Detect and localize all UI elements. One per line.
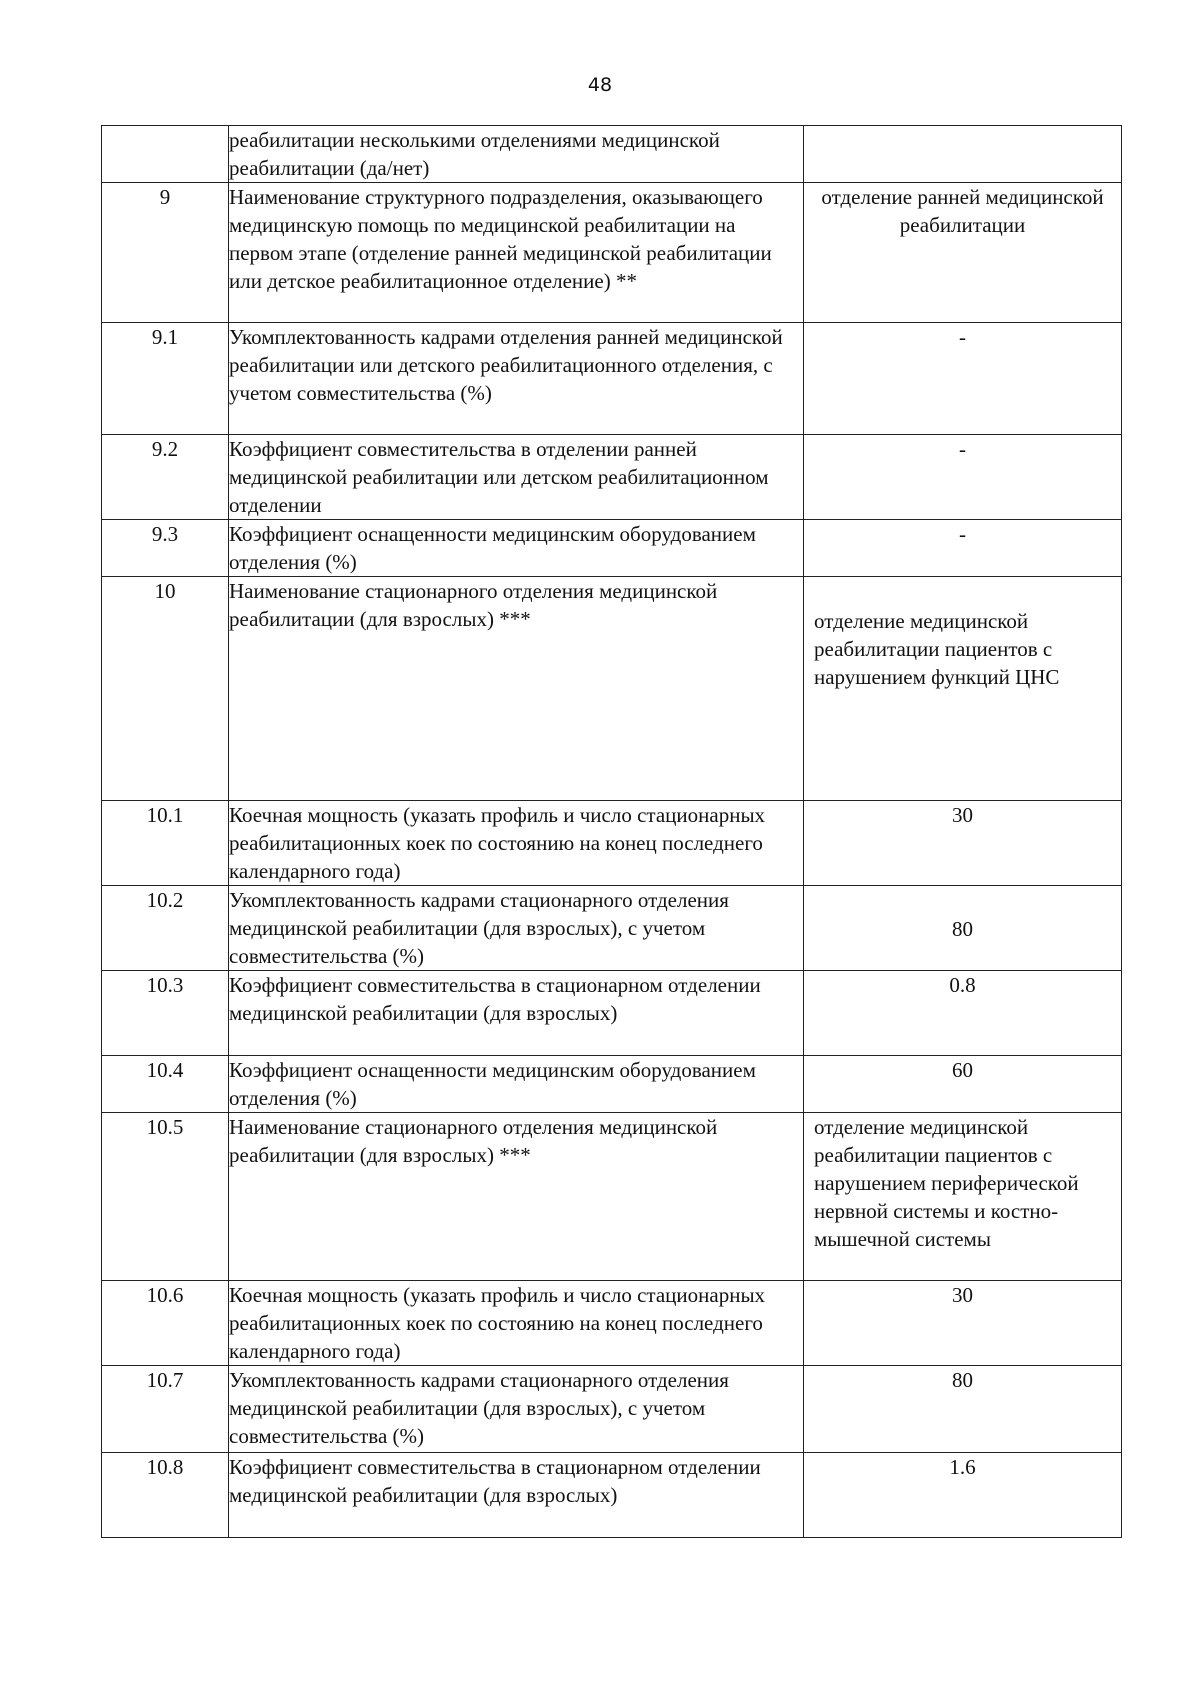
row-description: Коэффициент оснащенности медицинским оборудованием отделения (%) <box>229 520 804 577</box>
row-description: Укомплектованность кадрами стационарного отделения медицинской реабилитации (для взрослых), с учетом совместительства (%) <box>229 1366 804 1453</box>
row-description: Коэффициент совместительства в стационарном отделении медицинской реабилитации (для взрослых) <box>229 1453 804 1538</box>
row-value: 60 <box>804 1056 1122 1113</box>
row-number <box>102 126 229 183</box>
row-value <box>804 126 1122 183</box>
row-description: Коэффициент оснащенности медицинским оборудованием отделения (%) <box>229 1056 804 1113</box>
table-row <box>102 971 1122 1056</box>
row-description: Коечная мощность (указать профиль и число стационарных реабилитационных коек по состоянию на конец последнего календарного года) <box>229 1281 804 1366</box>
row-number: 10.4 <box>102 1056 229 1113</box>
row-value: отделение медицинской реабилитации пациентов с нарушением функций ЦНС <box>804 577 1122 801</box>
table-row <box>102 520 1122 577</box>
row-value: - <box>804 435 1122 520</box>
row-number: 10 <box>102 577 229 801</box>
row-number: 10.7 <box>102 1366 229 1453</box>
table-row <box>102 577 1122 801</box>
row-value: 1.6 <box>804 1453 1122 1538</box>
row-number: 10.3 <box>102 971 229 1056</box>
row-description: Коэффициент совместительства в отделении ранней медицинской реабилитации или детском реабилитационном отделении <box>229 435 804 520</box>
row-value: 80 <box>804 886 1122 971</box>
row-number: 10.1 <box>102 801 229 886</box>
row-number: 9 <box>102 183 229 323</box>
row-description: реабилитации несколькими отделениями медицинской реабилитации (да/нет) <box>229 126 804 183</box>
row-value: 0.8 <box>804 971 1122 1056</box>
page-number: 48 <box>587 74 613 96</box>
table-row <box>102 323 1122 435</box>
row-number: 9.2 <box>102 435 229 520</box>
rehabilitation-data-table <box>101 125 1122 1538</box>
row-description: Наименование структурного подразделения, оказывающего медицинскую помощь по медицинской реабилитации на первом этапе (отделение ранней медицинской реабилитации или детское реабилитационное отделение) ** <box>229 183 804 323</box>
row-value: - <box>804 323 1122 435</box>
row-description: Коечная мощность (указать профиль и число стационарных реабилитационных коек по состоянию на конец последнего календарного года) <box>229 801 804 886</box>
row-value: 30 <box>804 801 1122 886</box>
row-description: Коэффициент совместительства в стационарном отделении медицинской реабилитации (для взрослых) <box>229 971 804 1056</box>
row-value: отделение ранней медицинской реабилитации <box>804 183 1122 323</box>
table-row <box>102 801 1122 886</box>
table-row <box>102 1453 1122 1538</box>
table-row <box>102 886 1122 971</box>
table-row <box>102 1281 1122 1366</box>
row-number: 9.3 <box>102 520 229 577</box>
row-number: 10.8 <box>102 1453 229 1538</box>
row-value: 30 <box>804 1281 1122 1366</box>
row-description: Наименование стационарного отделения медицинской реабилитации (для взрослых) *** <box>229 1113 804 1281</box>
row-number: 10.2 <box>102 886 229 971</box>
table-row <box>102 126 1122 183</box>
row-description: Укомплектованность кадрами стационарного отделения медицинской реабилитации (для взрослых), с учетом совместительства (%) <box>229 886 804 971</box>
table-row <box>102 1366 1122 1453</box>
row-description: Наименование стационарного отделения медицинской реабилитации (для взрослых) *** <box>229 577 804 801</box>
row-number: 9.1 <box>102 323 229 435</box>
row-number: 10.5 <box>102 1113 229 1281</box>
row-value: 80 <box>804 1366 1122 1453</box>
table-row <box>102 1056 1122 1113</box>
table-row <box>102 183 1122 323</box>
row-number: 10.6 <box>102 1281 229 1366</box>
row-description: Укомплектованность кадрами отделения ранней медицинской реабилитации или детского реабилитационного отделения, с учетом совместительства (%) <box>229 323 804 435</box>
row-value: отделение медицинской реабилитации пациентов с нарушением периферической нервной системы и костно-мышечной системы <box>804 1113 1122 1281</box>
table-row <box>102 1113 1122 1281</box>
row-value: - <box>804 520 1122 577</box>
table-row <box>102 435 1122 520</box>
